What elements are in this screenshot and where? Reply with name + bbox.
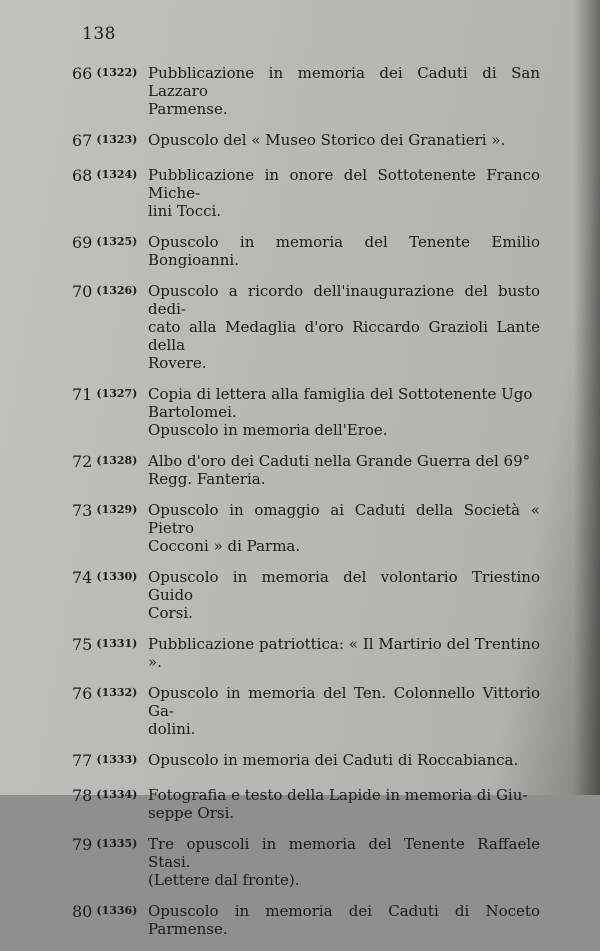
list-item [0,64,560,118]
list-item [0,635,560,671]
entry-number [72,452,142,471]
entry-number [72,835,142,854]
entry-number [72,684,142,703]
entry-index: 73 [72,501,93,520]
entry-description [148,835,540,889]
entry-number [72,635,142,654]
entry-index: 72 [72,452,93,471]
entry-text-line: Cocconi » di Parma. [148,537,301,555]
entry-catalog-code: (1324) [96,168,138,181]
entry-text-line: Opuscolo in memoria dell'Eroe. [148,421,388,439]
list-item [0,166,560,220]
entry-catalog-code: (1327) [96,387,138,400]
page-edge-shadow [574,0,600,795]
entry-number [72,166,142,185]
entry-number [72,64,142,83]
list-item [0,282,560,372]
entry-catalog-code: (1330) [96,570,138,583]
entry-text-line: seppe Orsi. [148,804,235,822]
entry-catalog-code: (1329) [96,503,138,516]
entry-text-line: Fotografia e testo della Lapide in memoria di Giu- [148,786,528,804]
entry-number [72,568,142,587]
entry-text-line: Copia di lettera alla famiglia del Sottotenente Ugo [148,385,533,403]
entry-description [148,282,540,372]
entry-description [148,786,540,822]
entry-text-line: Opuscolo a ricordo dell'inaugurazione del busto dedi- [148,282,540,318]
entry-text-line: Opuscolo in memoria dei Caduti di Noceto Parmense. [148,902,540,938]
entry-text-line: Pubblicazione in onore del Sottotenente Franco Miche- [148,166,540,202]
entry-number [72,233,142,252]
entry-text-line: Tre opuscoli in memoria del Tenente Raffaele Stasi. [148,835,540,871]
entry-text-line: lini Tocci. [148,202,222,220]
entry-text-line: Opuscolo in memoria dei Caduti di Roccabianca. [148,751,519,769]
entry-text-line: Pubblicazione in memoria dei Caduti di San Lazzaro [148,64,540,100]
list-item [0,131,560,153]
list-item [0,501,560,555]
entry-description [148,568,540,622]
entry-description [148,751,540,769]
entry-index: 67 [72,131,93,150]
list-item [0,751,560,773]
entry-text-line: Parmense. [148,100,228,118]
list-item [0,684,560,738]
list-item [0,835,560,889]
entry-text-line: Opuscolo in omaggio ai Caduti della Società « Pietro [148,501,540,537]
entry-index: 70 [72,282,93,301]
entry-catalog-code: (1323) [96,133,138,146]
entry-text-line: Opuscolo in memoria del Ten. Colonnello Vittorio Ga- [148,684,540,720]
entry-index: 66 [72,64,93,83]
entry-description [148,902,540,938]
entry-catalog-code: (1328) [96,454,138,467]
entry-description [148,166,540,220]
entry-text-line: Opuscolo del « Museo Storico dei Granatieri ». [148,131,506,149]
list-item [0,902,560,938]
list-item [0,786,560,822]
entry-index: 71 [72,385,93,404]
entry-catalog-code: (1332) [96,686,138,699]
entry-index: 80 [72,902,93,921]
entry-text-line: Regg. Fanteria. [148,470,266,488]
entry-catalog-code: (1336) [96,904,138,917]
entry-text-line: Pubblicazione patriottica: « Il Martirio del Trentino ». [148,635,540,671]
entry-text-line: Corsi. [148,604,193,622]
entry-description [148,635,540,671]
entry-description [148,684,540,738]
entry-text-line: Opuscolo in memoria del Tenente Emilio Bongioanni. [148,233,540,269]
entry-index: 74 [72,568,93,587]
entry-catalog-code: (1322) [96,66,138,79]
entry-description [148,452,540,488]
entry-catalog-code: (1335) [96,837,138,850]
entry-index: 77 [72,751,93,770]
entry-catalog-code: (1334) [96,788,138,801]
entry-number [72,902,142,921]
list-item [0,233,560,269]
entry-number [72,385,142,404]
entry-text-line: Opuscolo in memoria del volontario Triestino Guido [148,568,540,604]
entry-index: 79 [72,835,93,854]
entry-list [0,64,560,951]
entry-catalog-code: (1333) [96,753,138,766]
entry-description [148,233,540,269]
entry-text-line: Albo d'oro dei Caduti nella Grande Guerra del 69° [148,452,531,470]
list-item [0,452,560,488]
entry-text-line: Bartolomei. [148,403,237,421]
entry-index: 68 [72,166,93,185]
entry-description [148,385,540,439]
entry-text-line: cato alla Medaglia d'oro Riccardo Grazioli Lante della [148,318,540,354]
entry-index: 69 [72,233,93,252]
page-number: 138 [82,24,116,44]
entry-number [72,131,142,150]
entry-catalog-code: (1326) [96,284,138,297]
entry-catalog-code: (1325) [96,235,138,248]
entry-index: 78 [72,786,93,805]
entry-index: 76 [72,684,93,703]
entry-number [72,786,142,805]
entry-number [72,501,142,520]
entry-number [72,282,142,301]
entry-text-line: (Lettere dal fronte). [148,871,300,889]
entry-text-line: Rovere. [148,354,207,372]
entry-description [148,501,540,555]
entry-number [72,751,142,770]
entry-index: 75 [72,635,93,654]
entry-description [148,131,540,149]
entry-catalog-code: (1331) [96,637,138,650]
list-item [0,568,560,622]
list-item [0,385,560,439]
entry-description [148,64,540,118]
entry-text-line: dolini. [148,720,196,738]
